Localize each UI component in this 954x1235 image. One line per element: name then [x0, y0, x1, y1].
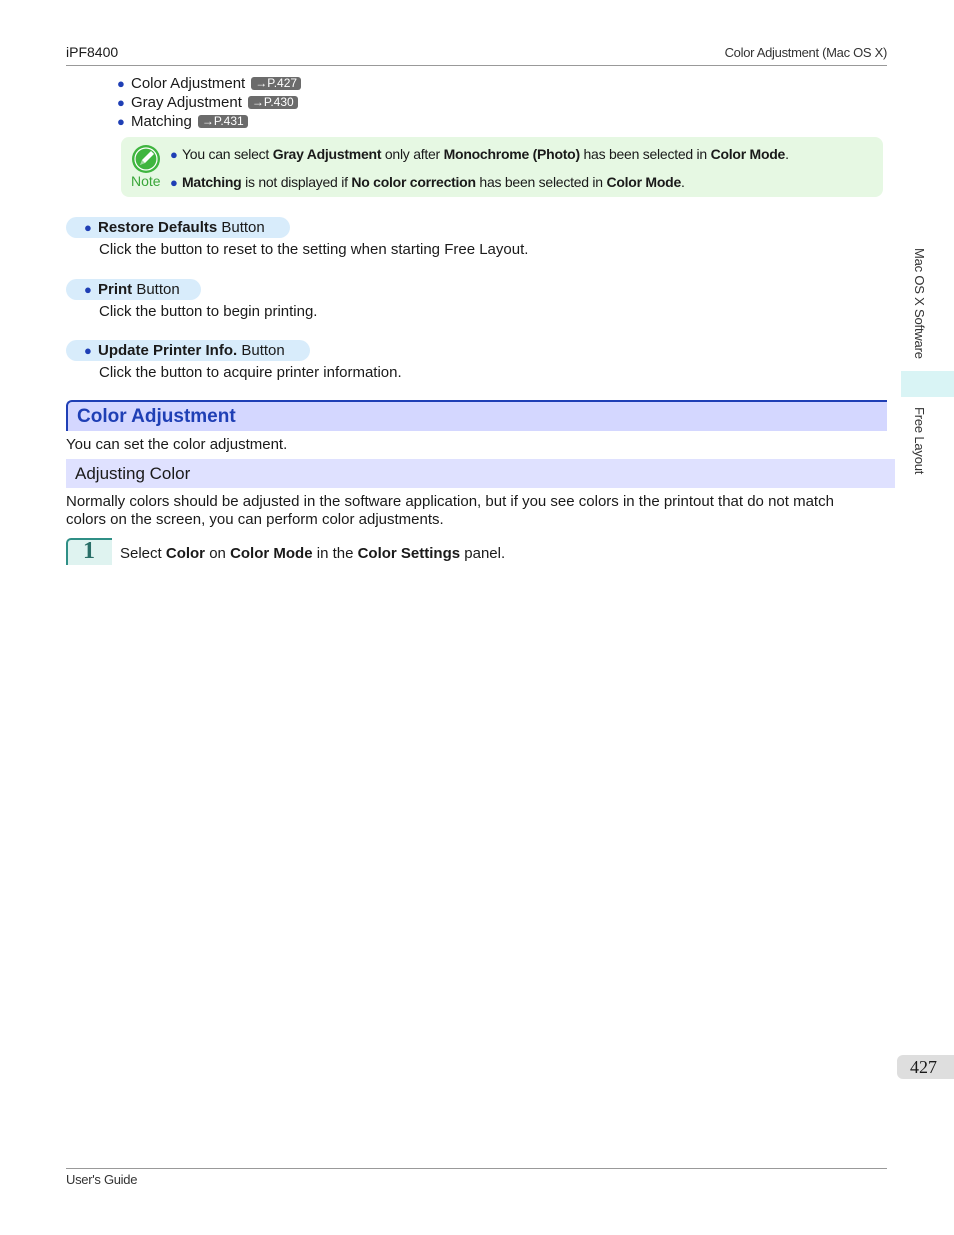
bullet-icon: ● — [84, 282, 92, 297]
bullet-icon: ● — [117, 76, 125, 91]
list-item — [117, 112, 301, 131]
button-suffix: Button — [217, 219, 265, 236]
step-term: Color Settings — [357, 545, 461, 562]
pencil-note-icon — [131, 144, 161, 174]
step-term: Color Mode — [230, 545, 313, 562]
note-text: has been selected in — [579, 146, 711, 162]
list-item — [117, 93, 301, 112]
step-text-part: Select — [120, 545, 166, 562]
update-printer-info-heading — [66, 340, 310, 361]
note-line — [170, 145, 789, 173]
header-divider — [66, 65, 887, 66]
link-label: Matching — [131, 113, 192, 130]
button-suffix: Button — [237, 342, 285, 359]
step-text-part: in the — [312, 545, 358, 562]
note-term: Matching — [182, 174, 242, 190]
print-heading — [66, 279, 201, 300]
button-name: Print — [98, 281, 133, 298]
button-name: Restore Defaults — [98, 219, 218, 236]
header-product: iPF8400 — [66, 44, 119, 60]
step-text-part: on — [205, 545, 231, 562]
button-suffix: Button — [132, 281, 180, 298]
note-text: only after — [381, 146, 444, 162]
button-name: Update Printer Info. — [98, 342, 238, 359]
paragraph-line: colors on the screen, you can perform color adjustments. — [66, 511, 444, 528]
section-title: Color Adjustment — [66, 400, 887, 431]
restore-defaults-description: Click the button to reset to the setting when starting Free Layout. — [99, 241, 529, 258]
note-text: is not displayed if — [241, 174, 352, 190]
bullet-icon: ● — [170, 175, 178, 190]
section-intro: You can set the color adjustment. — [66, 436, 288, 453]
update-printer-info-description: Click the button to acquire printer information. — [99, 364, 402, 381]
bullet-icon: ● — [117, 95, 125, 110]
link-label: Gray Adjustment — [131, 94, 242, 111]
paragraph-line: Normally colors should be adjusted in the software application, but if you see colors in the printout that do not match — [66, 493, 834, 510]
reference-list — [117, 74, 301, 131]
page-reference-link[interactable]: →P.430 — [248, 96, 298, 109]
note-text: . — [680, 174, 685, 190]
note-term: Monochrome (Photo) — [443, 146, 580, 162]
footer-guide: User's Guide — [66, 1172, 138, 1187]
note-content — [170, 145, 789, 201]
note-term: No color correction — [351, 174, 476, 190]
note-text: You can select — [182, 146, 273, 162]
step-number: 1 — [83, 538, 95, 564]
page-reference-link[interactable]: →P.427 — [251, 77, 301, 90]
note-label: Note — [131, 173, 161, 189]
page-reference-link[interactable]: →P.431 — [198, 115, 248, 128]
note-term: Color Mode — [710, 146, 786, 162]
note-term: Gray Adjustment — [272, 146, 382, 162]
step-text-part: panel. — [460, 545, 506, 562]
bullet-icon: ● — [84, 220, 92, 235]
bullet-icon: ● — [170, 147, 178, 162]
note-term: Color Mode — [606, 174, 681, 190]
step-term: Color — [165, 545, 206, 562]
side-tab-free-layout[interactable]: Free Layout — [912, 407, 927, 475]
restore-defaults-heading — [66, 217, 290, 238]
page-number: 427 — [897, 1055, 954, 1079]
note-line — [170, 173, 789, 201]
print-description: Click the button to begin printing. — [99, 303, 318, 320]
note-text: . — [785, 146, 789, 162]
side-tab-marker — [901, 371, 954, 397]
subsection-title: Adjusting Color — [66, 459, 895, 488]
bullet-icon: ● — [84, 343, 92, 358]
note-text: has been selected in — [475, 174, 607, 190]
side-tab-mac-os-x-software[interactable]: Mac OS X Software — [912, 248, 927, 359]
step-badge — [66, 538, 112, 565]
bullet-icon: ● — [117, 114, 125, 129]
list-item — [117, 74, 301, 93]
step-text — [120, 545, 505, 562]
footer-divider — [66, 1168, 887, 1169]
header-section: Color Adjustment (Mac OS X) — [724, 45, 887, 60]
link-label: Color Adjustment — [131, 75, 246, 92]
